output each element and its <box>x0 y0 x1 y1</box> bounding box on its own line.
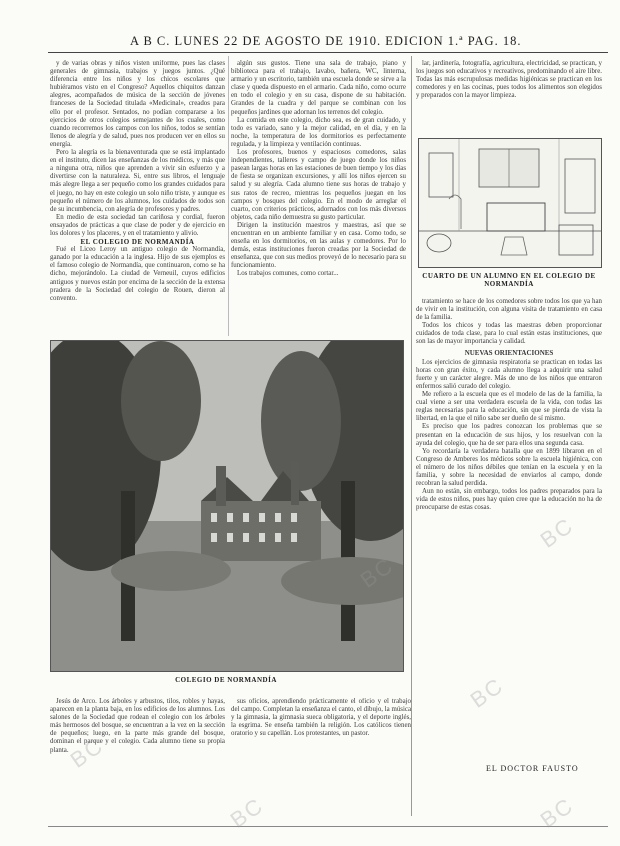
section-heading-orientaciones: NUEVAS ORIENTACIONES <box>464 348 554 357</box>
footer-rule <box>48 826 608 827</box>
watermark: BC <box>355 552 399 593</box>
watermark: BC <box>225 792 269 833</box>
student-room-illustration <box>418 138 602 268</box>
college-photograph <box>50 340 404 672</box>
article-column-3-top <box>416 60 602 122</box>
column-rule-2 <box>411 56 412 816</box>
paragraph: Dirigen la institución maestros y maestras, así que se encuentran en un ambiente familiar y en casa. Como todo, se enseña en los dormitorios, en las aulas y comedores. Por lo demás, estas instituciones fueron creadas por la Sociedad de enseñanza, que con sus medios proveyó de lo necesario para su funcionamiento. <box>231 221 406 270</box>
paragraph: La comida en este colegio, dicho sea, es de gran cuidado, y todo es variado, sano y la mejor calidad, en el día, y en la noche, la temperatura de los dormitorios es perfectamente regulada, y la limpieza y ventilación continuas. <box>231 116 406 148</box>
article-column-2 <box>231 60 406 325</box>
watermark: BC <box>465 672 509 713</box>
paragraph: Los trabajos comunes, como cortar... <box>237 270 339 278</box>
page-header: A B C. LUNES 22 DE AGOSTO DE 1910. EDICION 1.ª PAG. 18. <box>130 34 522 48</box>
photo-caption: COLEGIO DE NORMANDÍA <box>175 676 277 684</box>
article-column-3-bottom <box>416 298 602 684</box>
paragraph: Fué el Liceo Leroy un antiguo colegio de Normandía, ganado por la educación a la inglesa. Hijo de sus ejemplos es el famoso colegio de Normandía, que continuaron, como se ha dicho, mejorándolo. La ciudad de Verneuil, cuyos edificios antiguos y nuevos están por encima de la sección de la extensa pradera de la Sociedad del colegio de Rouen, dieron al convento. <box>50 246 225 302</box>
paragraph: Todos los chicos y todas las maestras deben proporcionar cuidados de toda clase, para lo cual están estas instituciones, que son las de mayor importancia y calidad. <box>416 322 602 346</box>
paragraph: sus oficios, aprendiendo prácticamente el oficio y el trabajo del campo. Completan la enseñanza el canto, el dibujo, la música y la gimnasia, la gimnasia sueca obligatoria, y el deporte inglés, la esgrima. Se enseña también la religión. Los católicos tienen oratorio y su capellán. Los protestantes, un pastor. <box>231 698 411 738</box>
paragraph: Aun no están, sin embargo, todos los padres preparados para la vida de estos niños, pues hay quien cree que la educación no ha de preocuparse de estas cosas. <box>416 488 602 512</box>
watermark: BC <box>65 732 109 773</box>
paragraph: y de varias obras y niños visten uniforme, pues las clases generales de gimnasia, trabajos y juegos juntos. ¿Qué diferencia entre los niños y los chicos escolares que hubiéramos visto en el Congreso? Aquellos chiquitos danzan alegres, acompañados de música de la sección de jóvenes franceses de la Sociedad titulada «Medicinal», creados para ello por el profesor. Sentados, no podían compararse a los ejercicios de otros colegios semejantes de los cuales, como cuando recorremos los campos con los niños, todos se sentían llenos de alegría y de salud, pues nos producen ver en ellos su energía. <box>50 60 225 148</box>
chateau-photo-drawing <box>51 341 403 671</box>
paragraph: lar, jardinería, fotografía, agricultura, electricidad, se practican, y los juegos son educativos y recreativos, predominando el aire libre. Todas las más escrupulosas medidas higiénicas se practican en los comedores y en las cocinas, pues todos los alimentos son elegidos y preparados con la mayor limpieza. <box>416 60 602 100</box>
paragraph: algún sus gustos. Tiene una sala de trabajo, piano y biblioteca para el trabajo, lavabo, bañera, WC, linterna, armario y un escritorio, también una escuela donde se sirve a la clase y queda dispuesto en el armario. Cada niño, como ocurre en todo el colegio y en su casa, dispone de su habitación. Grandes de la cuadra y del parque se combinan con los pequeños jardines que adornan los terrenos del colegio. <box>231 60 406 116</box>
paragraph: En medio de esta sociedad tan cariñosa y cordial, fueron ensayados de prácticas a que clase de poder y de ejercicio en los dolores y los placeres, y en el tratamiento y alivio. <box>50 213 225 237</box>
illustration-caption: CUARTO DE UN ALUMNO EN EL COLEGIO DE NORMANDÍA <box>422 272 596 288</box>
watermark: BC <box>535 512 579 553</box>
paragraph: tratamiento se hace de los comedores sobre todos los que ya han de vivir en la institución, con alguna visita de tratamiento en casa de la familia. <box>416 298 602 322</box>
room-sketch-drawing <box>419 139 601 267</box>
paragraph: Es preciso que los padres conozcan los problemas que se presentan en la educación de sus hijos, y los resuelvan con la ayuda del colegio, que ha de ser para ellos una segunda casa. <box>416 423 602 447</box>
header-rule <box>48 52 608 53</box>
article-column-1 <box>50 60 225 334</box>
paragraph: Los profesores, buenos y espaciosos comedores, salas independientes, talleres y campo de juego donde los niños pasean largas horas en las estaciones de buen tiempo y los días de fiesta se organizan excursiones, y allí los niños ejercen su salud y su alegría. Cada alumno tiene sus horas de trabajo y sus ratos de recreo, mientras los pequeños juegan en los campos y bosques del colegio. En el modo de arreglar el cuarto, con criterios prácticos, adornados con los más diversos objetos, cada niño demuestra su gusto particular. <box>231 149 406 221</box>
watermark: BC <box>535 792 579 833</box>
paragraph: Los ejercicios de gimnasia respiratoria se practican en todas las horas con gran éxito, y cada alumno llega a adquirir una salud fuerte y un carácter alegre. Más de uno de los niños que entraron enfermos salió curado del colegio. <box>416 358 602 390</box>
paragraph: Pero la alegría es la bienaventurada que se está implantado en el instituto, dicen las enseñanzas de los médicos, y más que a ninguna otra, niños que aprenden a vivir sin esfuerzo y a divertirse con la naturaleza. Si, entre sus libros, el lenguaje más alegre llega a ser pequeño como los grandes cuidados para el juego, no hay en este colegio un solo niño triste, y aunque es pequeño el número de los alumnos, los cuidados de todos son de su incumbencia, con alegría de profesores y padres. <box>50 149 225 213</box>
column-rule-1 <box>228 56 229 336</box>
paragraph: Me refiero a la escuela que es el modelo de las de la familia, la cual viene a ser una verdadera escuela de la vida, con todas las reglas necesarias para la educación, sin que se pierda de vista la libertad, en la que el niño sabe ser dueño de sí mismo. <box>416 391 602 423</box>
paragraph: Yo recordaría la verdadera batalla que en 1899 libraron en el Congreso de Amberes los médicos sobre la escuela higiénica, con el número de los niños débiles que tenían en la escuela y en la familia, y sobre la necesidad de enviarlos al campo, donde recobran la salud perdida. <box>416 447 602 488</box>
section-heading-colegio: EL COLEGIO DE NORMANDÍA <box>80 238 195 247</box>
author-signature: EL DOCTOR FAUSTO <box>486 764 579 773</box>
paragraph: Jesús de Arco. Los árboles y arbustos, tilos, robles y hayas, aparecen en la planta baja, en los edificios de los alumnos. Los salones de la Sociedad que rodean el colegio con los árboles más hermosos del bosque, se encuentran a la vez en la sección de pequeños; luego, en la parte más grande del bosque, dominan el parque y el colegio. Cada alumno tiene su propia planta. <box>50 698 225 754</box>
article-bottom-middle <box>231 698 411 800</box>
